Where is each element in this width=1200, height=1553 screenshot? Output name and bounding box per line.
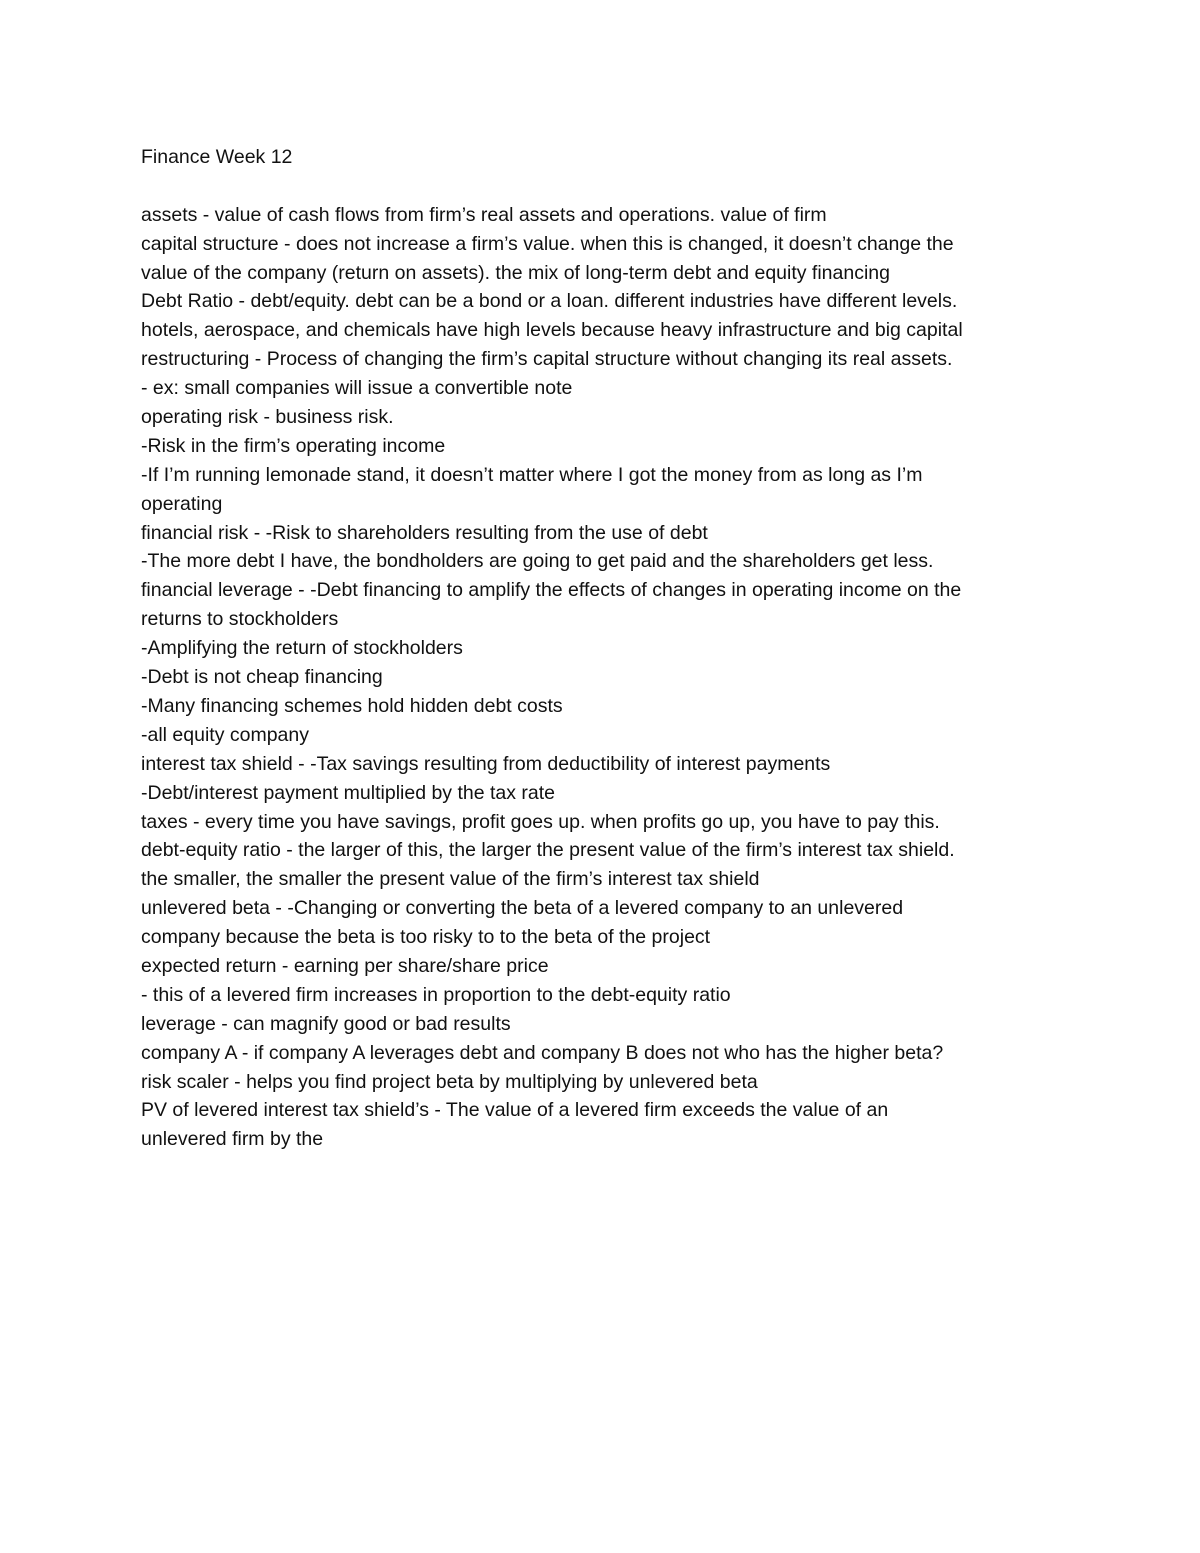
document-title: Finance Week 12 [141, 146, 293, 168]
text-line: financial risk - -Risk to shareholders resulting from the use of debt [141, 521, 708, 544]
text-line: financial leverage - -Debt financing to amplify the effects of changes in operating income on the [141, 579, 962, 602]
text-line: debt-equity ratio - the larger of this, the larger the present value of the firm’s interest tax shield. [141, 839, 955, 862]
text-line: operating risk - business risk. [141, 406, 394, 429]
text-line: PV of levered interest tax shield’s - The value of a levered firm exceeds the value of an [141, 1099, 889, 1122]
text-line: -Debt/interest payment multiplied by the tax rate [141, 781, 556, 804]
text-line: value of the company (return on assets). the mix of long-term debt and equity financing [141, 261, 890, 284]
text-line: -Debt is not cheap financing [141, 666, 383, 689]
text-line: leverage - can magnify good or bad results [141, 1012, 511, 1035]
text-line: unlevered firm by the [141, 1128, 324, 1151]
text-line: company A - if company A leverages debt and company B does not who has the higher beta? [141, 1041, 944, 1064]
text-line: -Risk in the firm’s operating income [141, 434, 446, 457]
text-line: - this of a levered firm increases in proportion to the debt-equity ratio [141, 983, 731, 1006]
text-line: operating [141, 492, 223, 515]
text-line: returns to stockholders [141, 608, 339, 631]
text-line: -Many financing schemes hold hidden debt costs [141, 694, 563, 717]
text-line: - ex: small companies will issue a convertible note [141, 377, 573, 400]
text-line: unlevered beta - -Changing or converting the beta of a levered company to an unlevered [141, 897, 904, 920]
text-line: interest tax shield - -Tax savings resulting from deductibility of interest payments [141, 752, 831, 775]
text-line: the smaller, the smaller the present value of the firm’s interest tax shield [141, 868, 760, 891]
document-body [141, 143, 1061, 1154]
text-line: assets - value of cash flows from firm’s real assets and operations. value of firm [141, 203, 827, 226]
text-line: -all equity company [141, 723, 309, 746]
text-line: -Amplifying the return of stockholders [141, 637, 463, 660]
text-line: restructuring - Process of changing the firm’s capital structure without changing its real assets. [141, 348, 953, 371]
text-line: -The more debt I have, the bondholders are going to get paid and the shareholders get less. [141, 550, 934, 573]
text-line: capital structure - does not increase a firm’s value. when this is changed, it doesn’t change the [141, 232, 954, 255]
text-line: hotels, aerospace, and chemicals have high levels because heavy infrastructure and big capital [141, 319, 963, 342]
text-line: expected return - earning per share/share price [141, 954, 549, 977]
text-line: Debt Ratio - debt/equity. debt can be a bond or a loan. different industries have different levels. [141, 290, 958, 313]
text-line: risk scaler - helps you find project beta by multiplying by unlevered beta [141, 1070, 758, 1093]
document-text [141, 201, 1061, 1154]
text-line: -If I’m running lemonade stand, it doesn’t matter where I got the money from as long as I’m [141, 463, 923, 486]
text-line: taxes - every time you have savings, profit goes up. when profits go up, you have to pay this. [141, 810, 940, 833]
text-line: company because the beta is too risky to to the beta of the project [141, 926, 711, 949]
